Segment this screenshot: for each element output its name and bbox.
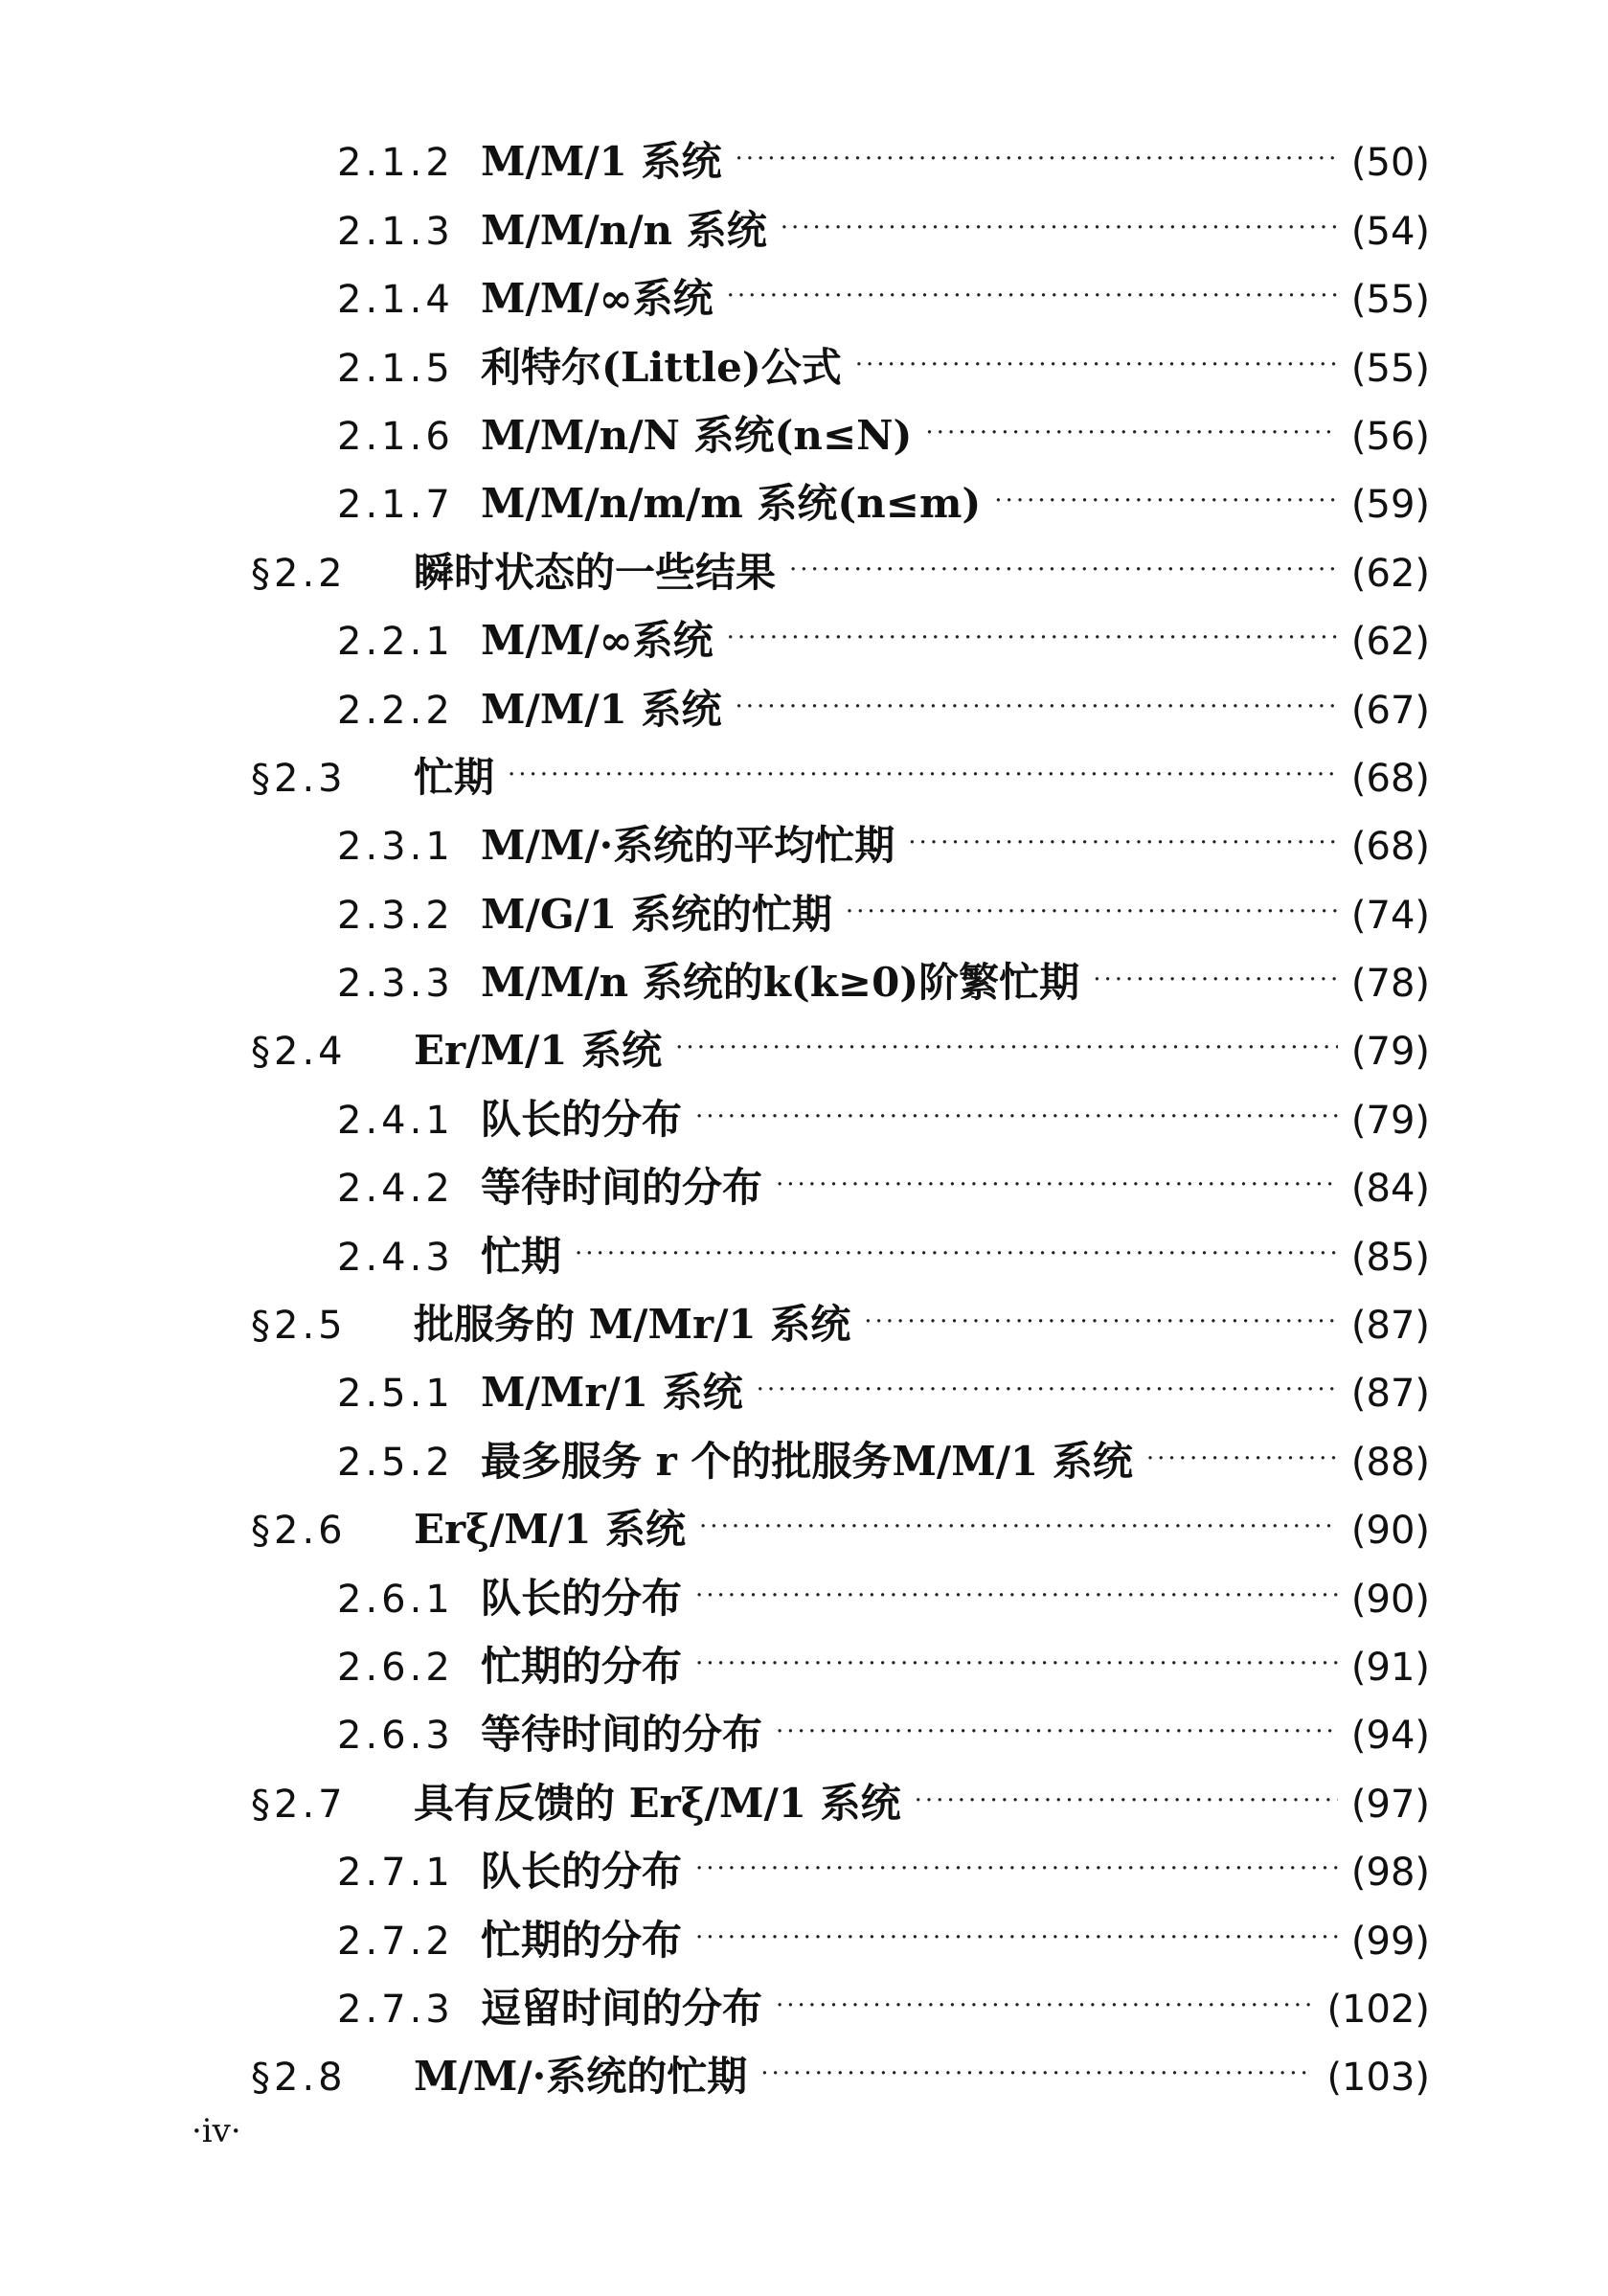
dot-leader — [915, 1748, 1338, 1816]
toc-entry-number: §2.5 — [251, 1304, 347, 1349]
toc-entry-page: (78) — [1350, 962, 1430, 1007]
toc-entry-title: M/M/n/n 系统 — [481, 206, 767, 254]
toc-entry-number: 2.1.5 — [337, 346, 454, 391]
toc-entry-number: 2.4.2 — [337, 1167, 454, 1212]
toc-entry-number: §2.6 — [251, 1509, 347, 1554]
toc-entry-page: (54) — [1350, 209, 1430, 254]
toc-entry-page: (79) — [1350, 1098, 1430, 1143]
toc-entry-title: 具有反馈的 Erξ/M/1 系统 — [414, 1779, 901, 1827]
toc-entry-title: M/M/1 系统 — [481, 138, 722, 186]
toc-entry-number: 2.3.1 — [337, 825, 454, 870]
toc-entry-title: M/Mr/1 系统 — [481, 1369, 743, 1417]
toc-entry-number: 2.2.1 — [337, 620, 454, 665]
toc-entry-number: §2.4 — [251, 1030, 347, 1075]
toc-entry-number: 2.3.3 — [337, 962, 454, 1007]
toc-entry-number: 2.4.3 — [337, 1235, 454, 1280]
dot-leader — [695, 1064, 1338, 1132]
toc-entry-title: M/M/∞系统 — [481, 275, 713, 323]
toc-entry-number: 2.7.1 — [337, 1851, 454, 1896]
page-folio: ·iv· — [192, 2112, 241, 2150]
dot-leader — [925, 381, 1337, 449]
toc-entry-title: M/M/n 系统的k(k≥0)阶繁忙期 — [481, 959, 1080, 1007]
toc-entry-title: 批服务的 M/Mr/1 系统 — [414, 1301, 851, 1349]
toc-entry-title: 忙期的分布 — [481, 1916, 683, 1964]
toc-entry-number: §2.7 — [251, 1782, 347, 1827]
toc-entry-number: 2.6.2 — [337, 1645, 454, 1690]
toc-entry-number: 2.1.4 — [337, 278, 454, 323]
dot-leader — [727, 244, 1338, 312]
toc-entry-page: (88) — [1350, 1440, 1430, 1485]
toc-entry-title: 队长的分布 — [481, 1574, 683, 1622]
toc-entry-page: (91) — [1350, 1645, 1430, 1690]
toc-entry-title: 队长的分布 — [481, 1848, 683, 1896]
dot-leader — [727, 586, 1338, 654]
toc-entry-title: 等待时间的分布 — [481, 1711, 763, 1759]
dot-leader — [776, 1954, 1313, 2022]
toc-entry-title: 忙期 — [481, 1232, 562, 1280]
toc-entry-number: 2.7.3 — [337, 1987, 454, 2032]
toc-entry-page: (50) — [1350, 141, 1430, 186]
toc-entry-number: 2.1.7 — [337, 483, 454, 528]
toc-entry-page: (90) — [1350, 1577, 1430, 1622]
toc-entry-title: M/M/n/N 系统(n≤N) — [481, 411, 913, 459]
toc-subsection-entry[interactable] — [0, 107, 1608, 186]
dot-leader — [855, 312, 1338, 380]
toc-entry-title: 逗留时间的分布 — [481, 1984, 763, 2032]
toc-entry-page: (87) — [1350, 1372, 1430, 1417]
dot-leader — [1093, 928, 1338, 996]
toc-entry-page: (62) — [1350, 551, 1430, 596]
toc-entry-page: (55) — [1350, 278, 1430, 323]
toc-entry-number: §2.2 — [251, 551, 347, 596]
toc-entry-page: (98) — [1350, 1851, 1430, 1896]
toc-entry-title: 瞬时状态的一些结果 — [414, 548, 777, 596]
toc-entry-page: (56) — [1350, 414, 1430, 459]
toc-entry-number: 2.1.2 — [337, 141, 454, 186]
dot-leader — [575, 1201, 1338, 1269]
dot-leader — [695, 1817, 1338, 1885]
dot-leader — [508, 723, 1338, 791]
toc-entry-title: 忙期 — [414, 753, 495, 801]
toc-entry-number: 2.3.2 — [337, 893, 454, 938]
dot-leader — [736, 107, 1338, 175]
toc-entry-title: M/M/·系统的平均忙期 — [481, 822, 895, 870]
toc-entry-page: (67) — [1350, 688, 1430, 733]
toc-entry-page: (87) — [1350, 1304, 1430, 1349]
dot-leader — [781, 175, 1338, 243]
toc-entry-number: 2.1.6 — [337, 414, 454, 459]
toc-entry-page: (68) — [1350, 756, 1430, 801]
toc-entry-number: 2.6.1 — [337, 1577, 454, 1622]
dot-leader — [846, 859, 1338, 927]
toc-entry-page: (90) — [1350, 1509, 1430, 1554]
toc-entry-page: (99) — [1350, 1919, 1430, 1964]
toc-entry-number: 2.2.2 — [337, 688, 454, 733]
toc-entry-page: (102) — [1326, 1987, 1430, 2032]
toc-entry-page: (79) — [1350, 1030, 1430, 1075]
dot-leader — [757, 1338, 1338, 1406]
toc-entry-page: (84) — [1350, 1167, 1430, 1212]
toc-entry-title: 队长的分布 — [481, 1095, 683, 1143]
dot-leader — [776, 1133, 1338, 1201]
toc-entry-number: §2.8 — [251, 2056, 347, 2101]
toc-entry-title: 利特尔(Little)公式 — [481, 343, 842, 391]
toc-entry-title: M/M/·系统的忙期 — [414, 2053, 748, 2101]
toc-entry-page: (97) — [1350, 1782, 1430, 1827]
toc-entry-title: M/M/n/m/m 系统(n≤m) — [481, 480, 982, 528]
toc-entry-title: 最多服务 r 个的批服务M/M/1 系统 — [481, 1437, 1133, 1485]
dot-leader — [695, 1885, 1338, 1953]
toc-entry-page: (59) — [1350, 483, 1430, 528]
toc-entry-title: 忙期的分布 — [481, 1642, 683, 1690]
toc-entry-title: M/M/1 系统 — [481, 685, 722, 733]
toc-entry-page: (74) — [1350, 893, 1430, 938]
toc-entry-number: 2.5.2 — [337, 1440, 454, 1485]
toc-entry-title: Er/M/1 系统 — [414, 1027, 663, 1075]
toc-entry-number: 2.5.1 — [337, 1372, 454, 1417]
toc-entry-page: (85) — [1350, 1235, 1430, 1280]
toc-entry-page: (68) — [1350, 825, 1430, 870]
toc-entry-page: (62) — [1350, 620, 1430, 665]
dot-leader — [760, 2022, 1313, 2090]
toc-entry-title: M/M/∞系统 — [481, 617, 713, 665]
dot-leader — [776, 1680, 1338, 1748]
toc-entry-number: 2.7.2 — [337, 1919, 454, 1964]
dot-leader — [1146, 1406, 1338, 1474]
toc-entry-title: 等待时间的分布 — [481, 1164, 763, 1212]
dot-leader — [695, 1612, 1338, 1680]
dot-leader — [789, 517, 1338, 585]
toc-entry-title: Erξ/M/1 系统 — [414, 1506, 687, 1554]
table-of-contents — [0, 107, 1608, 2101]
toc-entry-number: §2.3 — [251, 756, 347, 801]
dot-leader — [908, 791, 1338, 859]
toc-entry-page: (103) — [1326, 2056, 1430, 2101]
dot-leader — [675, 996, 1338, 1064]
dot-leader — [699, 1475, 1338, 1543]
toc-entry-number: 2.4.1 — [337, 1098, 454, 1143]
dot-leader — [994, 449, 1338, 517]
toc-entry-page: (55) — [1350, 346, 1430, 391]
toc-entry-title: M/G/1 系统的忙期 — [481, 890, 832, 938]
toc-entry-number: 2.1.3 — [337, 209, 454, 254]
toc-entry-number: 2.6.3 — [337, 1714, 454, 1759]
dot-leader — [864, 1270, 1338, 1338]
dot-leader — [695, 1543, 1338, 1611]
toc-entry-page: (94) — [1350, 1714, 1430, 1759]
dot-leader — [736, 654, 1338, 722]
